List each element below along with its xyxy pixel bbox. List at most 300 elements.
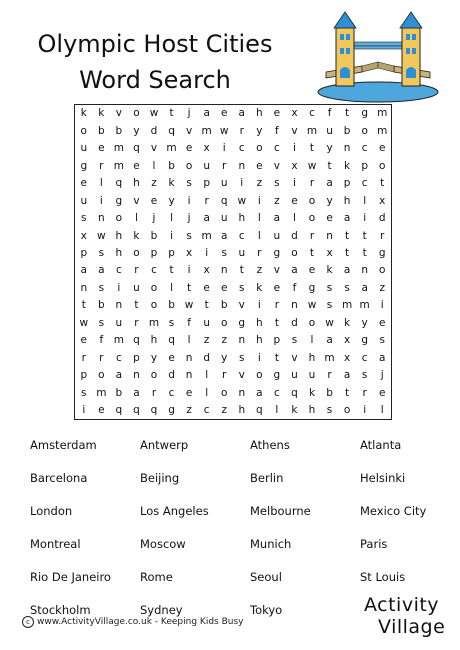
- word-list-item: Paris: [360, 536, 388, 551]
- grid-letter: l: [380, 404, 384, 417]
- grid-letter: h: [238, 404, 246, 417]
- grid-letter: o: [308, 212, 316, 225]
- grid-letter: o: [343, 404, 351, 417]
- grid-letter: k: [344, 316, 351, 329]
- copyright-icon: c: [22, 616, 34, 628]
- grid-letter: s: [81, 212, 87, 225]
- grid-letter: z: [379, 281, 385, 294]
- grid-letter: z: [151, 177, 157, 190]
- grid-letter: a: [361, 281, 368, 294]
- word-list-item: Stockholm: [30, 602, 91, 617]
- word-list-item: Antwerp: [140, 437, 189, 452]
- grid-letter: t: [380, 177, 385, 190]
- word-list-item: Beijing: [140, 470, 180, 485]
- grid-letter: q: [168, 334, 175, 347]
- grid-letter: x: [203, 264, 210, 277]
- grid-letter: q: [133, 142, 140, 155]
- grid-letter: o: [361, 124, 368, 137]
- title-line-1: Olympic Host Cities: [37, 30, 273, 58]
- grid-letter: i: [292, 142, 296, 155]
- grid-letter: h: [256, 334, 263, 347]
- grid-letter: i: [117, 281, 121, 294]
- grid-letter: n: [238, 386, 246, 399]
- grid-letter: t: [309, 142, 315, 155]
- grid-letter: s: [344, 281, 350, 294]
- grid-letter: n: [291, 299, 298, 312]
- word-list-item: St Louis: [360, 569, 406, 584]
- grid-letter: c: [361, 177, 368, 190]
- grid-letter: p: [361, 159, 368, 172]
- grid-letter: j: [187, 107, 191, 120]
- grid-letter: a: [343, 264, 351, 277]
- grid-letter: c: [115, 351, 122, 364]
- grid-letter: l: [205, 369, 209, 382]
- grid-letter: u: [273, 229, 281, 242]
- grid-letter: g: [378, 247, 386, 260]
- grid-letter: e: [256, 159, 263, 172]
- grid-letter: z: [221, 334, 227, 347]
- grid-letter: u: [238, 247, 246, 260]
- grid-letter: u: [203, 159, 210, 172]
- grid-letter: n: [115, 299, 123, 312]
- grid-letter: c: [361, 351, 368, 364]
- grid-letter: r: [380, 229, 385, 242]
- grid-letter: e: [378, 142, 386, 155]
- grid-letter: a: [203, 212, 210, 225]
- grid-letter: d: [291, 229, 298, 242]
- grid-letter: o: [98, 369, 105, 382]
- grid-letter: m: [113, 334, 124, 347]
- grid-letter: g: [273, 369, 281, 382]
- grid-letter: i: [240, 177, 244, 190]
- grid-letter: t: [81, 299, 86, 312]
- grid-letter: m: [377, 107, 388, 120]
- grid-letter: q: [150, 404, 158, 417]
- grid-letter: e: [291, 194, 298, 207]
- grid-letter: h: [115, 247, 123, 260]
- grid-letter: g: [80, 159, 88, 172]
- grid-letter: w: [149, 107, 159, 120]
- grid-letter: n: [185, 351, 193, 364]
- grid-letter: u: [308, 369, 316, 382]
- grid-letter: w: [97, 229, 106, 242]
- word-list-item: Sydney: [140, 602, 183, 617]
- grid-letter: s: [186, 229, 192, 242]
- grid-letter: v: [273, 264, 280, 277]
- grid-letter: c: [203, 404, 210, 417]
- word-list-item: Montreal: [30, 536, 81, 551]
- grid-letter: s: [239, 351, 245, 364]
- footer-text: www.ActivityVillage.co.uk - Keeping Kids Busy: [37, 617, 244, 627]
- word-list-item: Rome: [140, 569, 173, 584]
- grid-letter: m: [148, 316, 160, 329]
- grid-letter: r: [134, 264, 139, 277]
- grid-letter: r: [239, 124, 244, 137]
- word-list-item: Tokyo: [250, 602, 283, 617]
- grid-letter: s: [81, 386, 87, 399]
- grid-letter: e: [378, 316, 386, 329]
- grid-letter: i: [170, 229, 173, 242]
- grid-letter: s: [291, 334, 298, 347]
- grid-letter: b: [168, 299, 175, 312]
- word-list-item: Barcelona: [30, 470, 88, 485]
- grid-letter: u: [133, 281, 140, 294]
- word-list-item: Rio De Janeiro: [30, 569, 111, 584]
- grid-letter: i: [205, 247, 209, 260]
- grid-letter: l: [205, 386, 209, 399]
- grid-letter: k: [98, 107, 105, 120]
- grid-letter: m: [113, 159, 124, 172]
- grid-letter: l: [152, 159, 156, 172]
- grid-letter: n: [343, 142, 351, 155]
- grid-letter: r: [81, 351, 86, 364]
- word-list-item: Seoul: [250, 569, 282, 584]
- grid-letter: h: [150, 334, 158, 347]
- grid-letter: r: [309, 229, 315, 242]
- grid-letter: t: [327, 159, 332, 172]
- grid-letter: d: [168, 369, 175, 382]
- activity-village-logo: [360, 594, 450, 644]
- grid-letter: q: [220, 194, 228, 207]
- grid-letter: u: [80, 142, 88, 155]
- tower-bridge-illustration: [316, 8, 440, 104]
- grid-letter: m: [377, 124, 388, 137]
- grid-letter: m: [359, 299, 370, 312]
- grid-letter: e: [150, 194, 158, 207]
- grid-letter: q: [133, 334, 140, 347]
- grid-letter: o: [378, 159, 386, 172]
- grid-letter: c: [151, 264, 157, 277]
- grid-letter: p: [80, 247, 88, 260]
- grid-letter: n: [238, 334, 246, 347]
- grid-letter: t: [274, 316, 279, 329]
- grid-letter: i: [187, 264, 191, 277]
- grid-letter: z: [256, 264, 263, 277]
- grid-letter: g: [238, 316, 246, 329]
- grid-letter: s: [274, 177, 280, 190]
- grid-letter: t: [345, 107, 350, 120]
- grid-letter: o: [115, 212, 123, 225]
- grid-letter: k: [308, 386, 316, 399]
- grid-letter: t: [362, 229, 367, 242]
- grid-letter: m: [201, 229, 212, 242]
- grid-letter: m: [201, 124, 212, 137]
- grid-letter: e: [203, 281, 210, 294]
- grid-letter: h: [133, 177, 140, 190]
- grid-letter: d: [291, 316, 298, 329]
- grid-letter: e: [220, 107, 228, 120]
- grid-letter: r: [204, 194, 209, 207]
- grid-letter: r: [99, 159, 104, 172]
- grid-letter: c: [238, 229, 245, 242]
- grid-letter: f: [187, 316, 191, 329]
- grid-letter: a: [115, 369, 123, 382]
- grid-letter: v: [238, 369, 245, 382]
- grid-letter: b: [115, 386, 123, 399]
- grid-letter: t: [239, 264, 244, 277]
- grid-letter: i: [363, 404, 367, 417]
- grid-letter: f: [99, 334, 104, 347]
- grid-letter: e: [168, 351, 175, 364]
- title-line-2: Word Search: [79, 66, 231, 94]
- grid-letter: r: [222, 159, 227, 172]
- grid-letter: m: [166, 142, 177, 155]
- grid-letter: j: [152, 212, 156, 225]
- grid-letter: c: [238, 142, 245, 155]
- grid-letter: r: [151, 386, 157, 399]
- grid-letter: o: [308, 194, 316, 207]
- grid-letter: f: [327, 107, 332, 120]
- grid-letter: f: [275, 124, 279, 137]
- grid-letter: a: [220, 229, 228, 242]
- grid-letter: d: [203, 351, 210, 364]
- grid-letter: o: [378, 264, 386, 277]
- grid-letter: u: [115, 316, 123, 329]
- grid-letter: s: [168, 316, 175, 329]
- grid-letter: v: [150, 142, 158, 155]
- grid-letter: y: [361, 316, 368, 329]
- grid-letter: i: [363, 212, 367, 225]
- grid-letter: l: [257, 212, 261, 225]
- grid-letter: s: [326, 404, 333, 417]
- grid-letter: a: [203, 107, 210, 120]
- grid-letter: t: [169, 264, 174, 277]
- grid-letter: h: [308, 351, 316, 364]
- grid-letter: w: [237, 194, 247, 207]
- grid-letter: z: [203, 334, 210, 347]
- grid-letter: z: [256, 177, 263, 190]
- word-list-item: Moscow: [140, 536, 186, 551]
- grid-letter: j: [187, 212, 191, 225]
- grid-letter: d: [150, 124, 158, 137]
- grid-letter: t: [274, 351, 279, 364]
- grid-letter: r: [222, 369, 227, 382]
- grid-letter: b: [150, 229, 158, 242]
- grid-letter: w: [307, 299, 317, 312]
- grid-letter: i: [257, 351, 261, 364]
- grid-letter: s: [98, 316, 105, 329]
- grid-letter: q: [115, 404, 123, 417]
- grid-letter: x: [80, 229, 87, 242]
- grid-letter: s: [326, 299, 333, 312]
- grid-letter: p: [80, 369, 88, 382]
- word-list-item: London: [30, 503, 73, 518]
- grid-letter: q: [255, 404, 263, 417]
- word-list-item: Berlin: [250, 470, 284, 485]
- word-list-item: Munich: [250, 536, 292, 551]
- grid-letter: a: [273, 212, 281, 225]
- word-list-item: Athens: [250, 437, 290, 452]
- grid-letter: o: [220, 386, 228, 399]
- grid-letter: j: [380, 369, 384, 382]
- grid-letter: b: [97, 299, 105, 312]
- grid-letter: e: [98, 404, 105, 417]
- grid-letter: x: [343, 334, 351, 347]
- grid-letter: l: [310, 334, 314, 347]
- grid-letter: i: [187, 194, 191, 207]
- grid-letter: o: [220, 316, 228, 329]
- grid-letter: o: [291, 247, 298, 260]
- footer: [22, 616, 243, 628]
- grid-letter: g: [308, 281, 316, 294]
- grid-letter: p: [343, 177, 351, 190]
- grid-letter: a: [291, 264, 298, 277]
- grid-letter: o: [133, 107, 140, 120]
- grid-letter: s: [239, 281, 245, 294]
- grid-letter: b: [115, 124, 123, 137]
- grid-letter: i: [292, 177, 296, 190]
- grid-letter: u: [220, 177, 228, 190]
- grid-letter: x: [379, 194, 386, 207]
- grid-letter: v: [133, 194, 140, 207]
- grid-letter: o: [150, 281, 158, 294]
- logo-line-2: Village: [378, 616, 446, 638]
- grid-letter: c: [309, 107, 315, 120]
- grid-letter: l: [363, 194, 367, 207]
- grid-letter: e: [273, 281, 281, 294]
- word-list-item: Atlanta: [360, 437, 402, 452]
- grid-letter: s: [361, 369, 368, 382]
- grid-letter: q: [168, 124, 175, 137]
- grid-letter: e: [185, 142, 193, 155]
- grid-letter: t: [169, 107, 174, 120]
- grid-letter: q: [115, 177, 123, 190]
- grid-letter: o: [80, 124, 87, 137]
- grid-letter: c: [273, 142, 280, 155]
- grid-letter: t: [362, 247, 367, 260]
- grid-letter: w: [219, 124, 229, 137]
- grid-letter: n: [220, 264, 228, 277]
- grid-letter: a: [378, 351, 386, 364]
- grid-letter: v: [185, 124, 193, 137]
- grid-letter: n: [185, 369, 193, 382]
- grid-letter: i: [257, 194, 261, 207]
- grid-letter: w: [307, 159, 317, 172]
- grid-letter: a: [343, 212, 351, 225]
- grid-letter: o: [133, 247, 140, 260]
- grid-letter: a: [238, 107, 245, 120]
- grid-letter: n: [133, 369, 140, 382]
- grid-letter: l: [187, 334, 191, 347]
- grid-letter: h: [256, 107, 263, 120]
- grid-letter: s: [98, 281, 105, 294]
- grid-letter: a: [133, 386, 140, 399]
- grid-letter: z: [186, 404, 192, 417]
- grid-letter: x: [291, 107, 298, 120]
- grid-letter: u: [291, 369, 298, 382]
- grid-letter: n: [361, 264, 368, 277]
- grid-letter: l: [275, 404, 279, 417]
- grid-letter: m: [341, 299, 353, 312]
- grid-letter: x: [185, 247, 193, 260]
- grid-letter: k: [133, 229, 140, 242]
- grid-letter: l: [257, 229, 261, 242]
- grid-letter: a: [256, 386, 263, 399]
- grid-letter: r: [134, 316, 139, 329]
- grid-letter: a: [80, 264, 87, 277]
- grid-letter: z: [221, 404, 227, 417]
- grid-letter: v: [273, 159, 280, 172]
- grid-letter: m: [96, 386, 107, 399]
- grid-letter: u: [326, 124, 333, 137]
- grid-letter: z: [274, 194, 280, 207]
- grid-letter: i: [222, 142, 226, 155]
- grid-letter: k: [291, 404, 298, 417]
- grid-letter: o: [256, 369, 263, 382]
- grid-letter: o: [308, 316, 316, 329]
- grid-letter: k: [168, 177, 175, 190]
- grid-letter: p: [133, 351, 140, 364]
- grid-letter: i: [82, 404, 86, 417]
- grid-letter: s: [221, 247, 227, 260]
- grid-letter: g: [168, 404, 175, 417]
- grid-letter: s: [98, 247, 105, 260]
- grid-letter: i: [380, 299, 384, 312]
- grid-letter: e: [80, 334, 87, 347]
- grid-letter: b: [220, 299, 228, 312]
- grid-letter: e: [308, 264, 316, 277]
- grid-letter: s: [379, 334, 385, 347]
- grid-letter: o: [150, 369, 158, 382]
- word-list-item: Amsterdam: [30, 437, 97, 452]
- grid-letter: n: [238, 159, 246, 172]
- grid-letter: v: [115, 107, 122, 120]
- grid-letter: k: [256, 281, 263, 294]
- grid-letter: g: [115, 194, 123, 207]
- grid-letter: y: [221, 351, 228, 364]
- grid-letter: h: [343, 194, 351, 207]
- grid-letter: u: [80, 194, 88, 207]
- grid-letter: x: [326, 247, 333, 260]
- grid-letter: t: [345, 247, 350, 260]
- grid-letter: x: [291, 159, 298, 172]
- grid-letter: u: [203, 316, 210, 329]
- grid-letter: t: [309, 247, 315, 260]
- word-list-item: Los Angeles: [140, 503, 209, 518]
- grid-letter: w: [79, 316, 89, 329]
- grid-letter: y: [326, 194, 333, 207]
- grid-letter: c: [115, 264, 122, 277]
- grid-letter: p: [150, 247, 158, 260]
- grid-letter: c: [273, 386, 280, 399]
- grid-letter: t: [204, 299, 209, 312]
- grid-letter: n: [80, 281, 88, 294]
- grid-letter: o: [150, 299, 158, 312]
- grid-letter: e: [80, 177, 87, 190]
- grid-letter: b: [168, 159, 175, 172]
- grid-letter: v: [291, 351, 298, 364]
- word-search-grid: [74, 104, 392, 420]
- grid-letter: e: [133, 159, 140, 172]
- grid-letter: k: [344, 159, 351, 172]
- grid-letter: x: [203, 142, 210, 155]
- grid-letter: c: [361, 142, 368, 155]
- grid-letter: y: [150, 351, 158, 364]
- grid-letter: r: [99, 351, 104, 364]
- grid-letter: w: [325, 316, 334, 329]
- logo-line-1: Activity: [364, 594, 440, 616]
- word-list-item: Mexico City: [360, 503, 427, 518]
- grid-letter: g: [361, 334, 368, 347]
- grid-letter: l: [170, 212, 173, 225]
- grid-letter: l: [292, 212, 296, 225]
- grid-letter: i: [99, 194, 103, 207]
- grid-letter: s: [186, 177, 192, 190]
- grid-letter: r: [309, 177, 315, 190]
- grid-letter: e: [98, 142, 105, 155]
- grid-letter: b: [326, 386, 333, 399]
- grid-letter: n: [98, 212, 105, 225]
